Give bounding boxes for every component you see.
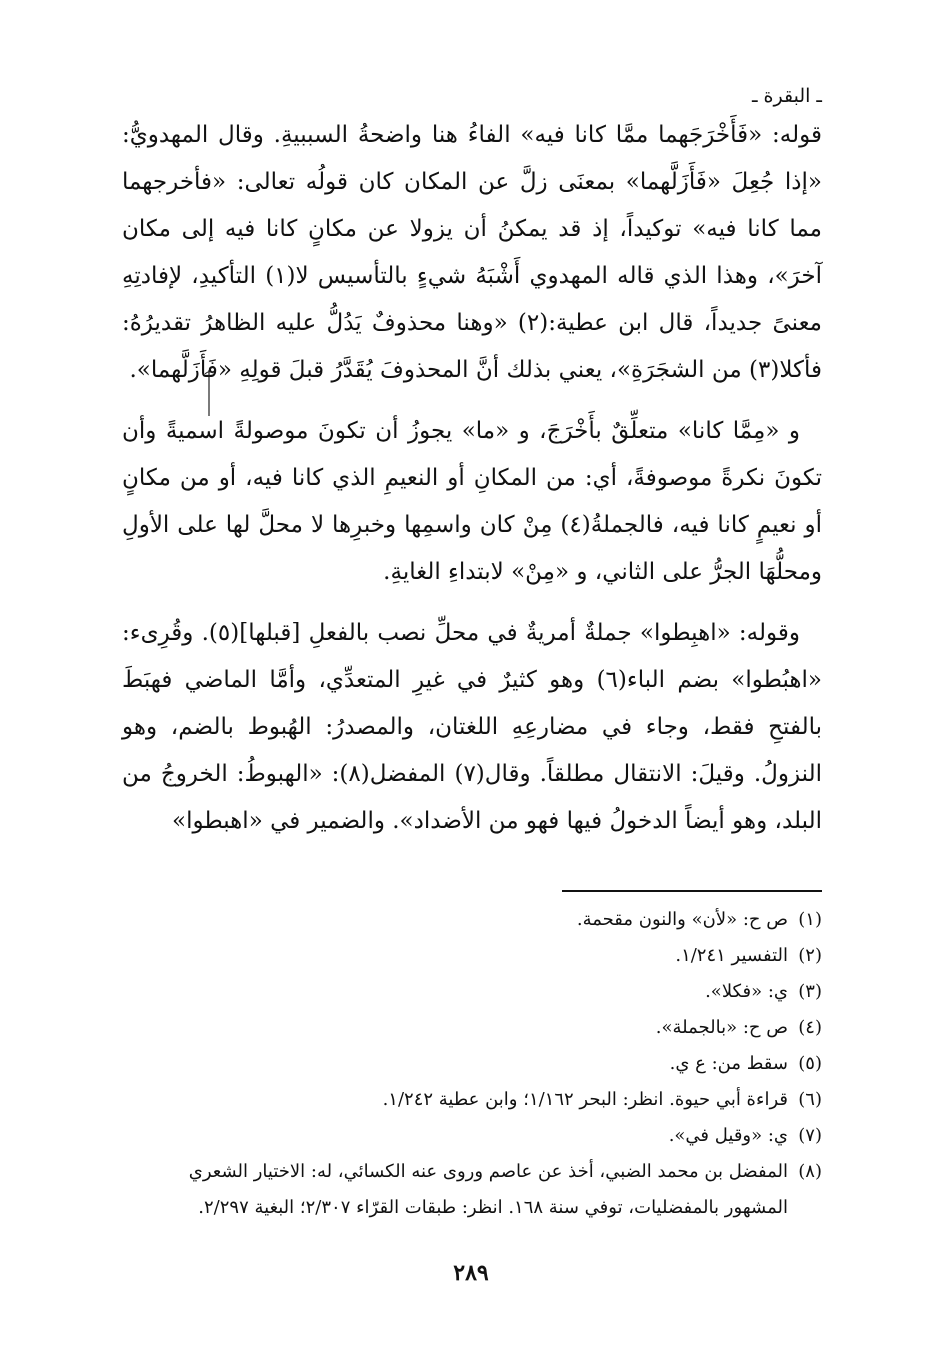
footnote-number: (٨) [798, 1161, 822, 1182]
paragraph: و «مِمَّا كانا» متعلِّقٌ بأَخْرَجَ، و «ما» يجوزُ أن تكونَ موصولةً اسميةً وأن تكونَ نكرةً موصوفةً، أي: من المكانِ أو النعيمِ الذي كانا فيه، أو من مكانٍ أو نعيمٍ كانا فيه، فالجملةُ(٤) مِنْ كان واسمِها وخبرِها لا محلَّ لها على الأولِ ومحلُّهَا الجرُّ على الثاني، و «مِنْ» لابتداءِ الغايةِ. [122, 418, 822, 585]
footnote-text: سقط من: ع ي. [669, 1053, 788, 1074]
footnote-item [122, 902, 822, 938]
footnote-text: قراءة أبي حيوة. انظر: البحر ١/١٦٢؛ وابن عطية ١/٢٤٢. [382, 1089, 788, 1110]
footnote-number: (١) [798, 909, 822, 930]
footnotes-list [122, 902, 822, 1226]
footnote-text: ي: «وقيل في». [668, 1125, 788, 1146]
handwritten-mark [203, 368, 215, 418]
footnote-text: التفسير ١/٢٤١. [675, 945, 788, 966]
footnote-text: ص ح: «بالجملة». [655, 1017, 788, 1038]
footnote-item [122, 1046, 822, 1082]
main-text [122, 112, 822, 859]
footnote-number: (٦) [798, 1089, 822, 1110]
footnote-separator [562, 890, 822, 892]
footnote-number: (٧) [798, 1125, 822, 1146]
running-head: ـ البقرة ـ [751, 85, 822, 107]
footnote-item [122, 1010, 822, 1046]
footnote-item [122, 1154, 822, 1226]
footnote-text: ص ح: «لأن» والنون مقحمة. [576, 909, 788, 930]
footnote-item [122, 938, 822, 974]
footnote-item [122, 974, 822, 1010]
footnote-text: المفضل بن محمد الضبي، أخذ عن عاصم وروى عنه الكسائي، له: الاختيار الشعري المشهور بالمفضليات، توفي سنة ١٦٨. انظر: طبقات القرّاء ٢/٣٠٧؛ البغية ٢/٢٩٧. [188, 1161, 788, 1218]
footnote-number: (٤) [798, 1017, 822, 1038]
footnote-number: (٥) [798, 1053, 822, 1074]
page-number: ٢٨٩ [453, 1260, 489, 1286]
paragraph: قوله: «فَأَخْرَجَهما ممَّا كانا فيه» الفاءُ هنا واضحةُ السببيةِ. وقال المهدويُّ: «إذا جُعِلَ «فَأَزَلَّهما» بمعنَى زلَّ عن المكان كان قولُه تعالى: «فأخرجهما مما كانا فيه» توكيداً، إذ قد يمكنُ أن يزولا عن مكانٍ كانا فيه إلى مكان آخرَ»، وهذا الذي قاله المهدوي أَشْبَهُ شيءٍ بالتأسيس لا(١) التأكيدِ، لإفادتِهِ معنىً جديداً، قال ابن عطية:(٢) «وهنا محذوفٌ يَدُلُّ عليه الظاهرُ تقديرُهُ: فأكلا(٣) من الشجَرَةِ»، يعني بذلك أنَّ المحذوفَ يُقَدَّرُ قبلَ قولِهِ «فَأَزَلَّهما». [122, 122, 823, 383]
footnote-item [122, 1082, 822, 1118]
footnote-text: ي: «فكلا». [705, 981, 788, 1002]
footnote-number: (٢) [798, 945, 822, 966]
footnote-number: (٣) [798, 981, 822, 1002]
footnote-item [122, 1118, 822, 1154]
paragraph: وقوله: «اهبِطوا» جملةٌ أمريةٌ في محلِّ نصب بالفعلِ [قبلها](٥). وقُرِىء: «اهبُطوا» بضم الباء(٦) وهو كثيرٌ في غيرِ المتعدِّي، وأمَّا الماضي فهبَطَ بالفتحِ فقط، وجاء في مضارعِهِ اللغتان، والمصدرُ: الهُبوط بالضم، وهو النزولُ. وقيلَ: الانتقال مطلقاً. وقال(٧) المفضل(٨): «الهبوطُ: الخروجُ من البلد، وهو أيضاً الدخولُ فيها فهو من الأضداد». والضمير في «اهبطوا» [122, 620, 823, 834]
